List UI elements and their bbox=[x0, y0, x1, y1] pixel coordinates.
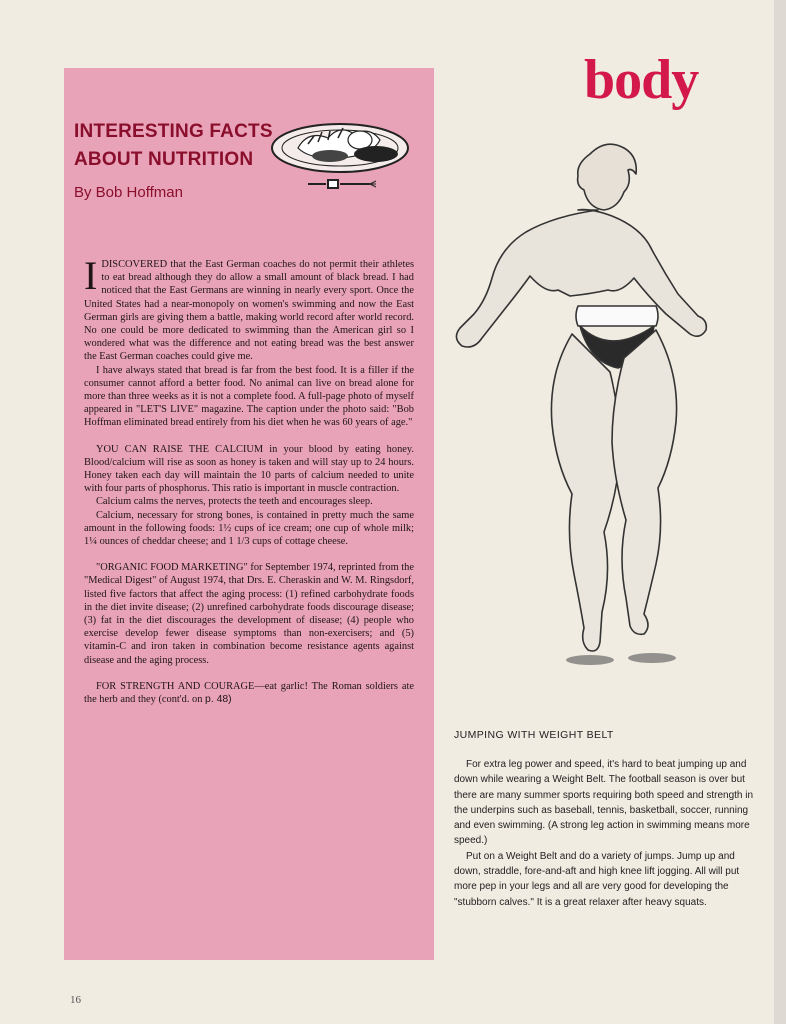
article-paragraph bbox=[84, 680, 414, 706]
page-number: 16 bbox=[70, 994, 81, 1006]
section-logo: body bbox=[584, 49, 699, 111]
page-edge bbox=[774, 0, 786, 1024]
paragraph-text: DISCOVERED that the East German coaches do not permit their athletes to eat bread although they do allow a small amount of black bread. I had noticed that the East Germans are winning in nearly every sport. Once the United States had a near-monopoly on women's swimming and now the East German girls are giving them a battle, making world record after world record. No one could be more dedicated to swimming than the American girl so I wondered what was the difference and not eating bread was the best answer the East German coaches could give me. bbox=[84, 259, 414, 363]
article-body bbox=[84, 253, 414, 706]
article-paragraph: I have always stated that bread is far from the best food. It is a filler if the consumer cannot afford a better food. No animal can live on bread alone for more than three weeks as it is not a complete food. A full-page photo of myself appeared in "LET'S LIVE" magazine. The caption under the photo said: "Bob Hoffman eliminated bread entirely from his diet when he was 60 years of age." bbox=[84, 364, 414, 429]
food-plate-icon bbox=[268, 118, 416, 202]
article-title-line2: ABOUT NUTRITION bbox=[74, 149, 254, 170]
article-title bbox=[74, 118, 273, 174]
article-title-line1: INTERESTING FACTS bbox=[74, 121, 273, 142]
caption-paragraph: Put on a Weight Belt and do a variety of jumps. Jump up and down, straddle, fore-and-aft and high knee lift jogging. All will put more pep in your legs and all are very good for developing the "stubborn calves." It is a great relaxer after heavy squats. bbox=[454, 850, 740, 908]
article-byline: By Bob Hoffman bbox=[74, 184, 183, 201]
caption-title: JUMPING WITH WEIGHT BELT bbox=[454, 729, 614, 741]
paragraph-text: FOR STRENGTH AND COURAGE—eat garlic! The Roman soldiers ate the herb and they (cont'd. on bbox=[84, 680, 414, 706]
caption-body bbox=[454, 757, 764, 910]
article-paragraph bbox=[84, 253, 414, 364]
article-paragraph: YOU CAN RAISE THE CALCIUM in your blood by eating honey. Blood/calcium will rise as soon as honey is taken and will stay up to 24 hours. Honey taken each day will maintain the 10 parts of calcium needed to unite with four parts of phosphorus. This ratio is important in muscle contraction. bbox=[84, 443, 414, 495]
article-paragraph: Calcium, necessary for strong bones, is contained in pretty much the same amount in the following foods: 1½ cups of ice cream; one cup of whole milk; 1¼ ounces of cheddar cheese; and 1 1/3 cups of cottage cheese. bbox=[84, 509, 414, 548]
bodybuilder-illustration bbox=[440, 134, 770, 674]
drop-cap: I bbox=[84, 253, 98, 298]
article-paragraph: "ORGANIC FOOD MARKETING" for September 1974, reprinted from the "Medical Digest" of August 1974, that Drs. E. Cheraskin and W. M. Ringsdorf, listed five factors that affect the aging process: (1) refined carbohydrate foods in the diet invite disease; (2) unrefined carbohydrate foods discourage disease; (3) fat in the diet discourages the development of disease; (4) people who exercise develop fewer disease symptoms than non-exercisers; and (5) vitamin-C and iron taken in combination become resistance agents against disease and the aging process. bbox=[84, 562, 414, 666]
article-paragraph: Calcium calms the nerves, protects the teeth and encourages sleep. bbox=[96, 496, 373, 508]
continued-page-ref: p. 48) bbox=[205, 694, 232, 706]
caption-paragraph: For extra leg power and speed, it's hard to beat jumping up and down while wearing a Weight Belt. The football season is over but there are many summer sports requiring both speed and strength in the underpins such as baseball, tennis, basketball, soccer, running and even swimming. (A strong leg action in swimming means more speed.) bbox=[454, 759, 754, 847]
